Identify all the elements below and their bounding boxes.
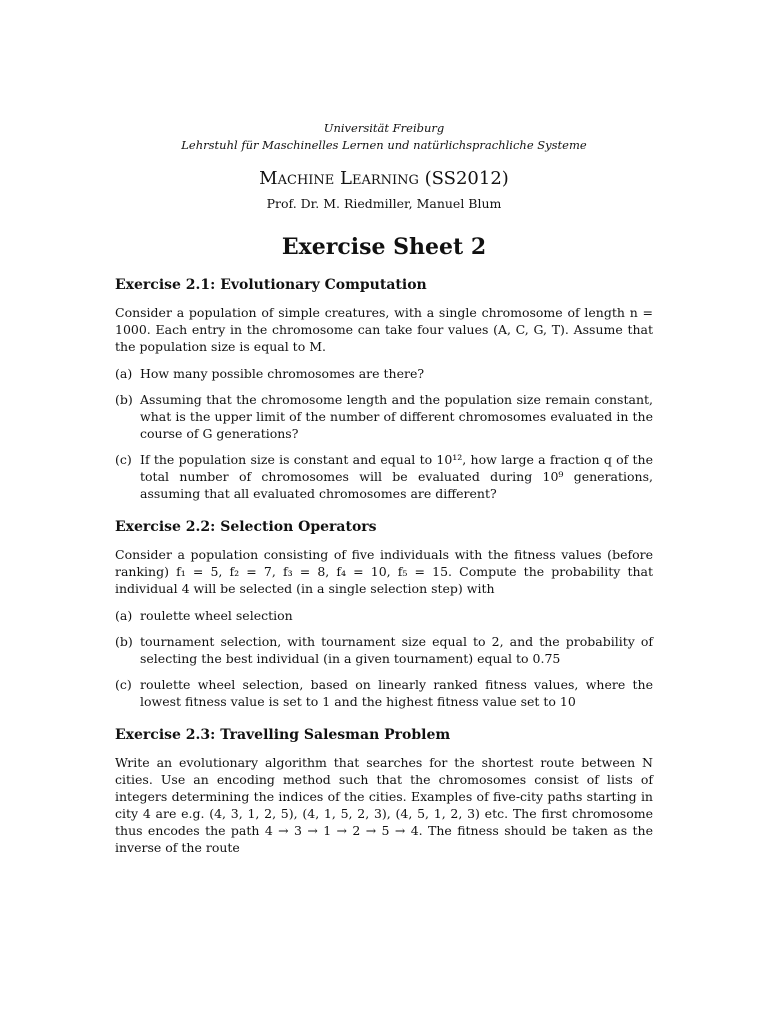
exercise-sheet-page: [115, 120, 653, 866]
question-item: [115, 633, 653, 667]
authors: Prof. Dr. M. Riedmiller, Manuel Blum: [266, 196, 502, 211]
exercise-title: Exercise 2.1: Evolutionary Computation: [115, 277, 427, 293]
question-text: Assuming that the chromosome length and the population size remain constant, what is the upper limit of the number of different chromosomes evaluated in the course of G generations?: [140, 392, 653, 441]
exercise-intro: Consider a population consisting of five individuals with the fitness values (before ranking) f₁ = 5, f₂ = 7, f₃ = 8, f₄ = 10, f₅ = 15. Compute the probability that individual 4 will be selected (in a single selection step) with: [115, 547, 653, 596]
course-title: Machine Learning (SS2012): [259, 168, 509, 189]
question-text: If the population size is constant and equal to 10¹², how large a fraction q of the total number of chromosomes will be evaluated during 10⁹ generations, assuming that all evaluated chromosomes are different?: [140, 452, 653, 501]
question-item: [115, 451, 653, 502]
question-text: roulette wheel selection: [140, 608, 293, 623]
question-text: How many possible chromosomes are there?: [140, 366, 425, 381]
question-text: tournament selection, with tournament size equal to 2, and the probability of selecting the best individual (in a given tournament) equal to 0.75: [140, 634, 653, 666]
sheet-title: Exercise Sheet 2: [281, 234, 487, 260]
exercise-2-1: [115, 276, 653, 502]
exercise-intro: Consider a population of simple creatures, with a single chromosome of length n = 1000. Each entry in the chromosome can take four values (A, C, G, T). Assume that the population size is equal to M.: [115, 305, 653, 354]
question-list: [115, 365, 653, 502]
question-label: (a): [115, 608, 133, 623]
exercise-title: Exercise 2.2: Selection Operators: [115, 519, 377, 535]
university-name: Universität Freiburg: [323, 121, 445, 135]
exercise-2-2: [115, 518, 653, 710]
exercise-2-3: [115, 726, 653, 856]
exercise-intro: Write an evolutionary algorithm that searches for the shortest route between N cities. Use an encoding method such that the chromosomes consist of lists of integers determining the indices of the cities. Examples of five-city paths starting in city 4 are e.g. (4, 3, 1, 2, 5), (4, 1, 5, 2, 3), (4, 5, 1, 2, 3) etc. The first chromosome thus encodes the path 4 → 3 → 1 → 2 → 5 → 4. The fitness should be taken as the inverse of the route: [115, 755, 653, 855]
question-item: [115, 676, 653, 710]
chair-name: Lehrstuhl für Maschinelles Lernen und natürlichsprachliche Systeme: [181, 138, 587, 152]
question-list: [115, 607, 653, 710]
question-label: (c): [115, 677, 132, 692]
question-label: (a): [115, 366, 133, 381]
question-item: [115, 607, 653, 624]
question-label: (b): [115, 634, 133, 649]
question-text: roulette wheel selection, based on linearly ranked fitness values, where the lowest fitness value is set to 1 and the highest fitness value set to 10: [140, 677, 653, 709]
exercise-title: Exercise 2.3: Travelling Salesman Problem: [115, 727, 451, 743]
question-label: (c): [115, 452, 132, 467]
question-label: (b): [115, 392, 133, 407]
question-item: [115, 365, 653, 382]
question-item: [115, 391, 653, 442]
